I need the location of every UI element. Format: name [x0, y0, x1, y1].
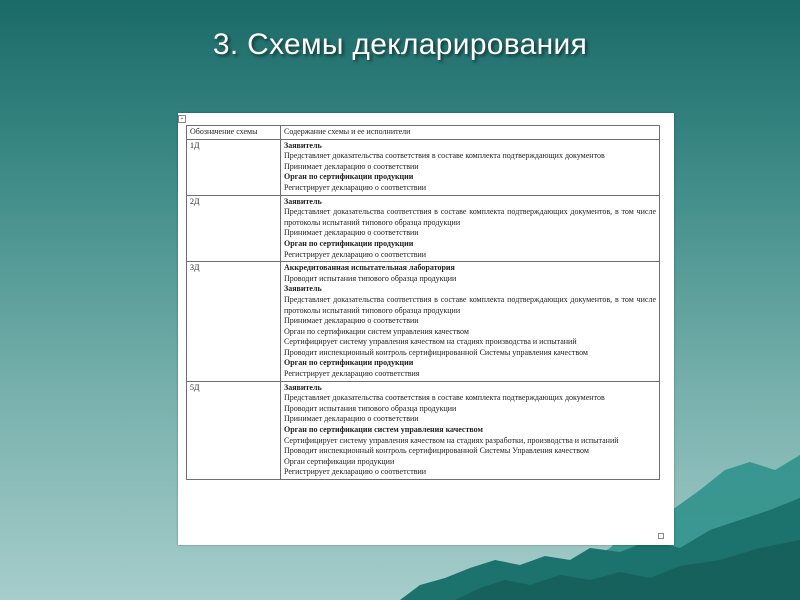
- participant-action: Проводит испытания типового образца продукции: [284, 403, 457, 413]
- participant-action: Орган сертификации продукции: [284, 456, 395, 466]
- participant-action: Принимает декларацию о соответствии: [284, 414, 419, 424]
- table-row: [187, 381, 660, 479]
- participant-action: Принимает декларацию о соответствии: [284, 316, 419, 326]
- scheme-content: [281, 195, 660, 262]
- participant-action: Представляет доказательства соответствия в составе комплекта подтверждающих документов: [284, 393, 605, 403]
- participant-heading: Орган по сертификации продукции: [284, 172, 414, 182]
- participant-heading: Аккредитованная испытательная лаборатория: [284, 263, 455, 273]
- participant-action: Регистрирует декларацию о соответствии: [284, 467, 427, 477]
- participant-heading: Заявитель: [284, 196, 322, 206]
- table-row: [187, 195, 660, 262]
- participant-action: Представляет доказательства соответствия в составе комплекта подтверждающих документов, в том числе протоколы испытаний типового образца продукции: [284, 294, 656, 315]
- table-header-row: [187, 126, 660, 140]
- participant-action: Регистрирует декларацию о соответствии: [284, 182, 427, 192]
- scheme-content: [281, 262, 660, 382]
- table-row: [187, 262, 660, 382]
- scheme-code: 1Д: [187, 139, 281, 195]
- slide-title: 3. Схемы декларирования: [212, 28, 588, 61]
- participant-heading: Заявитель: [284, 382, 322, 392]
- table-row: [187, 139, 660, 195]
- participant-action: Регистрирует декларацию соответствия: [284, 369, 420, 379]
- participant-action: Сертифицирует систему управления качеством на стадиях производства и испытаний: [284, 337, 577, 347]
- participant-action: Орган по сертификации систем управления качеством: [284, 326, 469, 336]
- participant-heading: Орган по сертификации продукции: [284, 238, 414, 248]
- header-scheme-content: Содержание схемы и ее исполнители: [281, 126, 660, 140]
- scheme-content: [281, 139, 660, 195]
- scheme-content: [281, 381, 660, 479]
- document-image: [178, 113, 674, 545]
- participant-heading: Орган по сертификации продукции: [284, 358, 414, 368]
- participant-action: Представляет доказательства соответствия в составе комплекта подтверждающих документов: [284, 151, 605, 161]
- table-move-handle-icon: +: [178, 115, 186, 123]
- participant-action: Проводит инспекционный контроль сертифицированной Системы управления качеством: [284, 347, 588, 357]
- participant-action: Проводит испытания типового образца продукции: [284, 273, 457, 283]
- participant-action: Принимает декларацию о соответствии: [284, 161, 419, 171]
- participant-action: Проводит инспекционный контроль сертифицированной Системы Управления качеством: [284, 446, 589, 456]
- participant-heading: Заявитель: [284, 140, 322, 150]
- participant-action: Представляет доказательства соответствия в составе комплекта подтверждающих документов, в том числе протоколы испытаний типового образца продукции: [284, 207, 656, 227]
- header-scheme-code: Обозначение схемы: [187, 126, 281, 140]
- scheme-code: 2Д: [187, 195, 281, 262]
- scheme-code: 5Д: [187, 381, 281, 479]
- participant-heading: Орган по сертификации систем управления качеством: [284, 425, 483, 435]
- participant-action: Регистрирует декларацию о соответствии: [284, 249, 427, 259]
- participant-heading: Заявитель: [284, 284, 322, 294]
- scheme-code: 3Д: [187, 262, 281, 382]
- declaration-schemes-table: [186, 125, 660, 480]
- table-resize-handle-icon: [658, 533, 664, 539]
- participant-action: Сертифицирует систему управления качеством на стадиях разработки, производства и испытаний: [284, 435, 619, 445]
- participant-action: Принимает декларацию о соответствии: [284, 228, 419, 238]
